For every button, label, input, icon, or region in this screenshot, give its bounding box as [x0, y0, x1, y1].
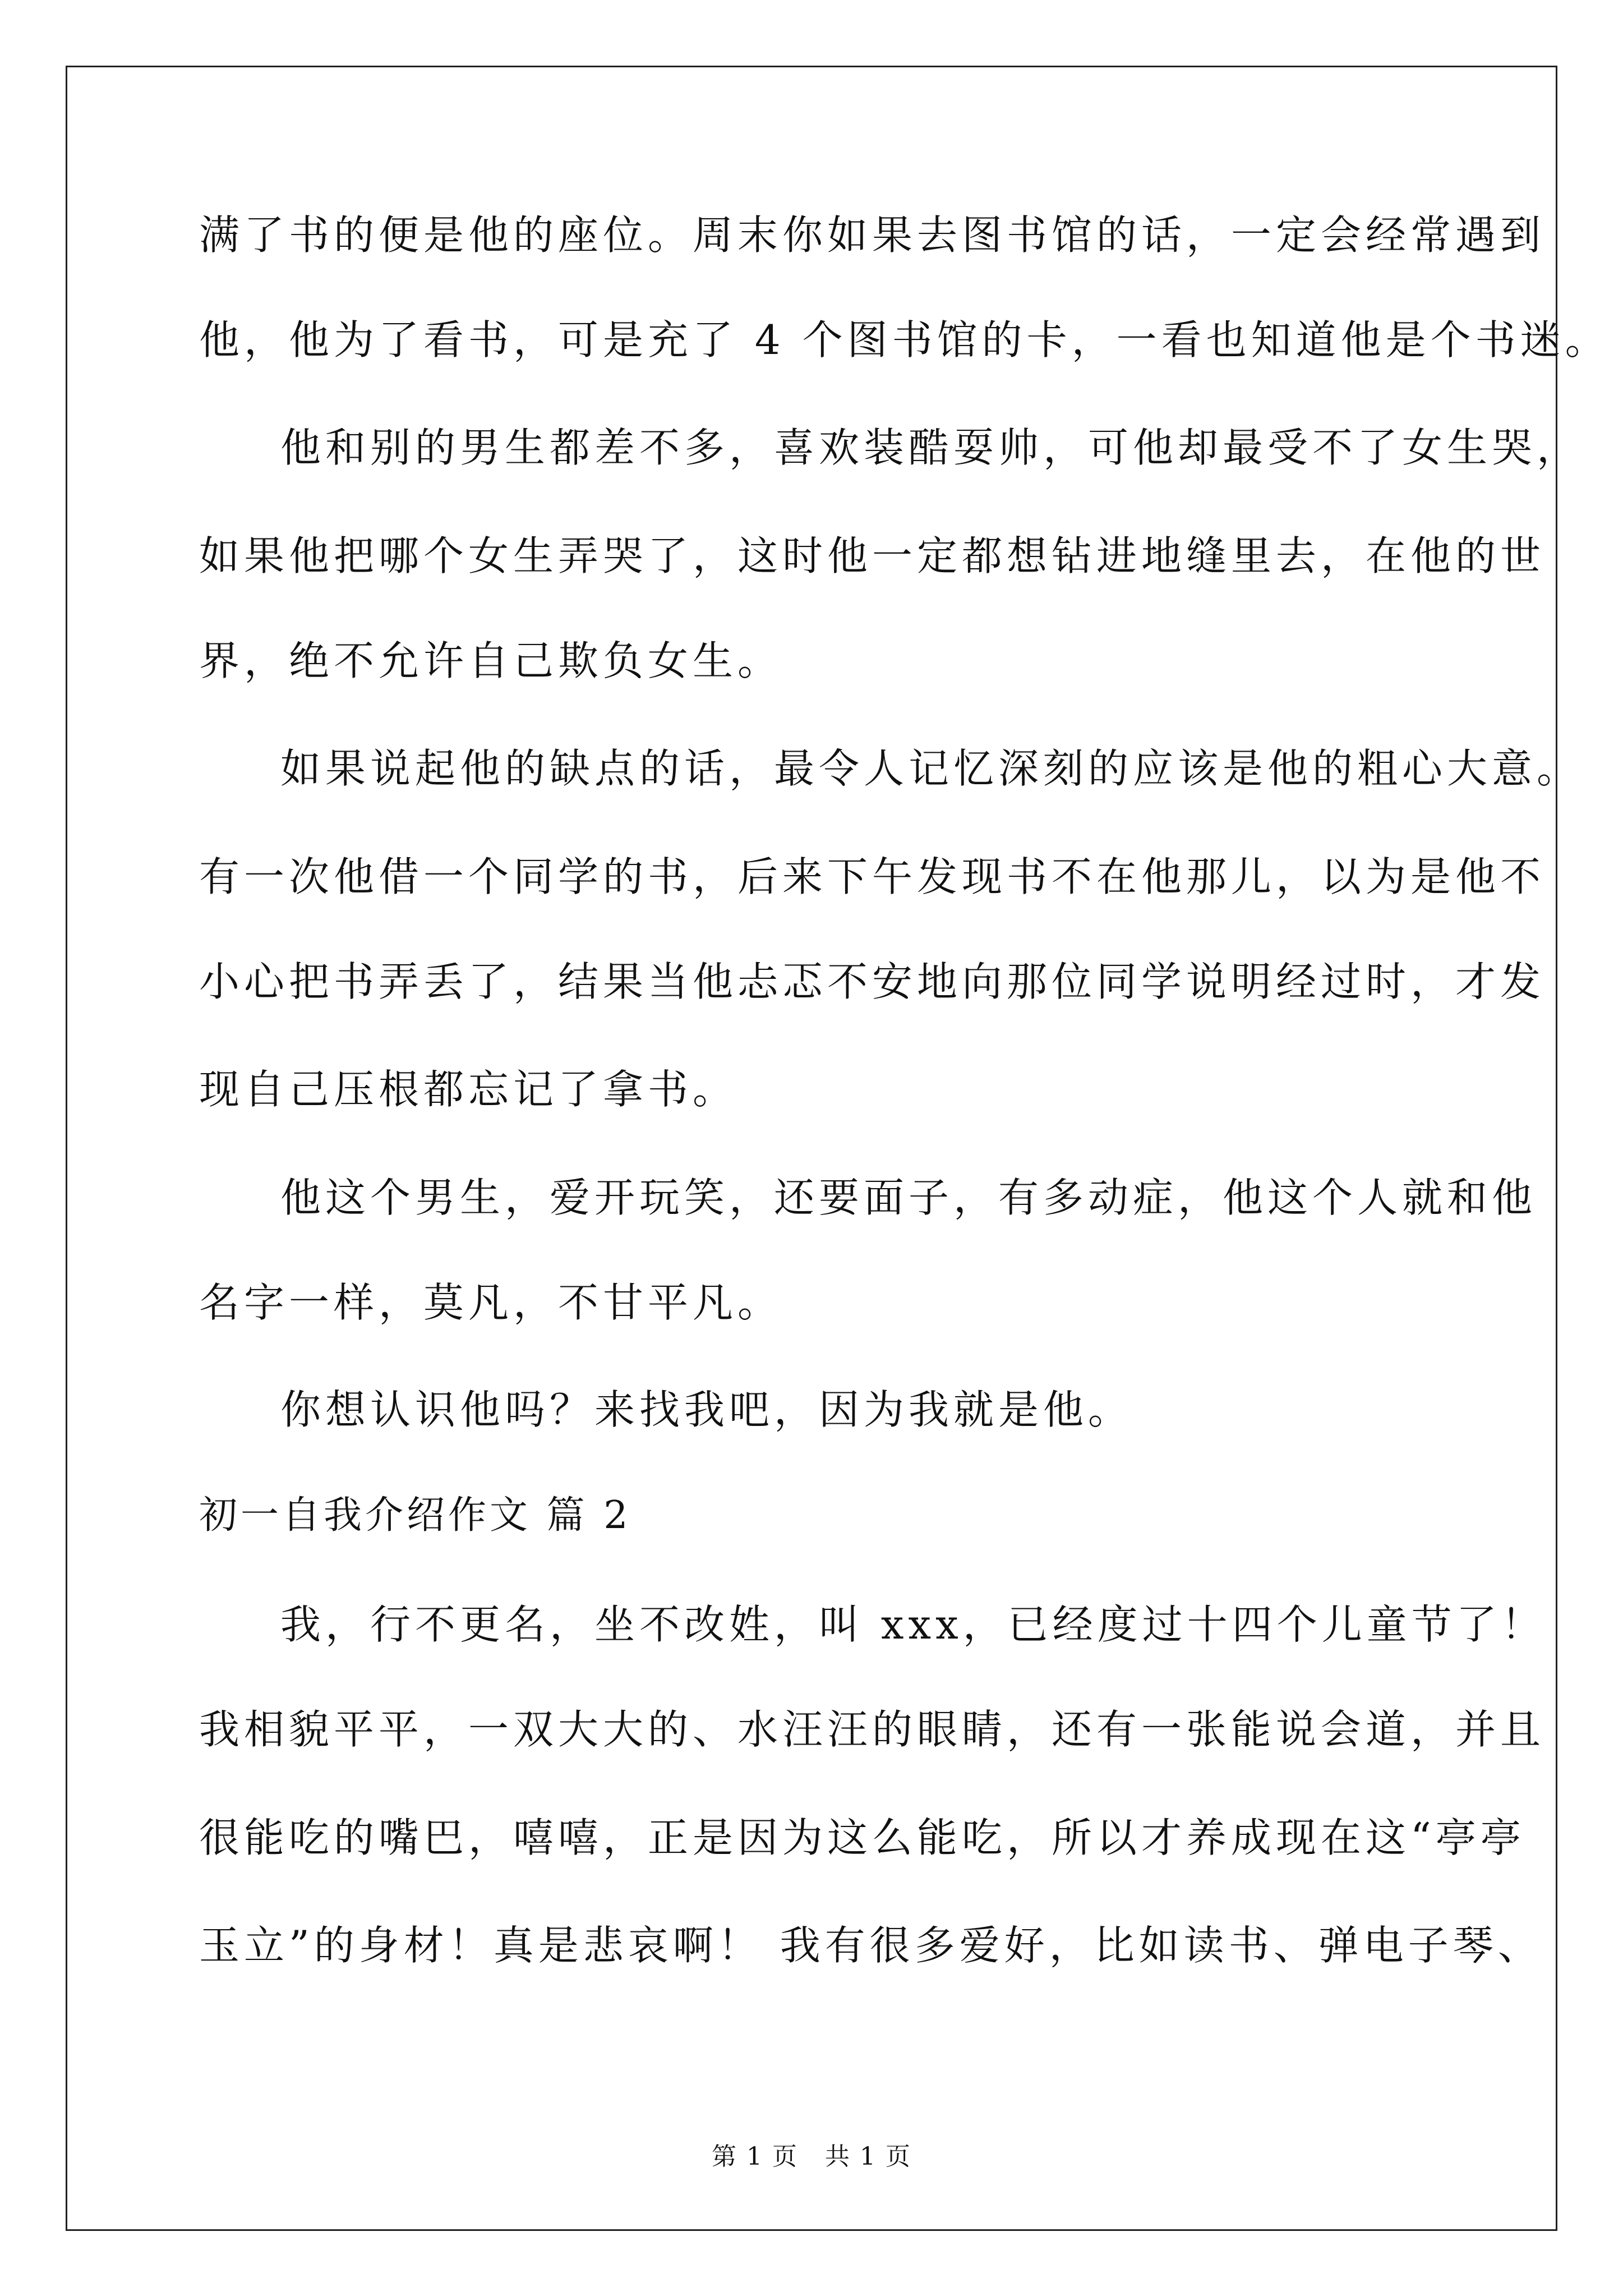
text-line-4: 如果他把哪个女生弄哭了，这时他一定都想钻进地缝里去，在他的世	[199, 532, 1546, 579]
text-line-9: 现自己压根都忘记了拿书。	[199, 1066, 738, 1113]
text-line-6: 如果说起他的缺点的话，最令人记忆深刻的应该是他的粗心大意。	[280, 745, 1582, 792]
text-line-5: 界，绝不允许自己欺负女生。	[199, 637, 783, 684]
text-line-15: 我相貌平平，一双大大的、水汪汪的眼睛，还有一张能说会道，并且	[199, 1706, 1546, 1753]
text-line-8: 小心把书弄丢了，结果当他忐忑不安地向那位同学说明经过时，才发	[199, 958, 1546, 1005]
text-line-17: 玉立”的身材！真是悲哀啊！ 我有很多爱好，比如读书、弹电子琴、	[199, 1922, 1543, 1969]
text-line-14: 我，行不更名，坐不改姓，叫 xxx，已经度过十四个儿童节了！	[280, 1601, 1546, 1648]
text-line-11: 名字一样，莫凡，不甘平凡。	[199, 1279, 783, 1326]
section-heading: 初一自我介绍作文 篇 2	[199, 1493, 631, 1538]
text-line-10: 他这个男生，爱开玩笑，还要面子，有多动症，他这个人就和他	[280, 1174, 1537, 1221]
page-footer: 第 1 页 共 1 页	[712, 2142, 911, 2171]
page-border	[66, 66, 1557, 2231]
text-line-1: 满了书的便是他的座位。周末你如果去图书馆的话，一定会经常遇到	[199, 211, 1546, 259]
text-line-16: 很能吃的嘴巴，嘻嘻，正是因为这么能吃，所以才养成现在这“亭亭	[199, 1814, 1525, 1861]
text-line-2: 他，他为了看书，可是充了 4 个图书馆的卡，一看也知道他是个书迷。	[199, 316, 1610, 364]
text-line-7: 有一次他借一个同学的书，后来下午发现书不在他那儿，以为是他不	[199, 853, 1546, 900]
text-line-12: 你想认识他吗？来找我吧，因为我就是他。	[280, 1386, 1133, 1433]
text-line-3: 他和别的男生都差不多，喜欢装酷耍帅，可他却最受不了女生哭，	[280, 424, 1582, 471]
